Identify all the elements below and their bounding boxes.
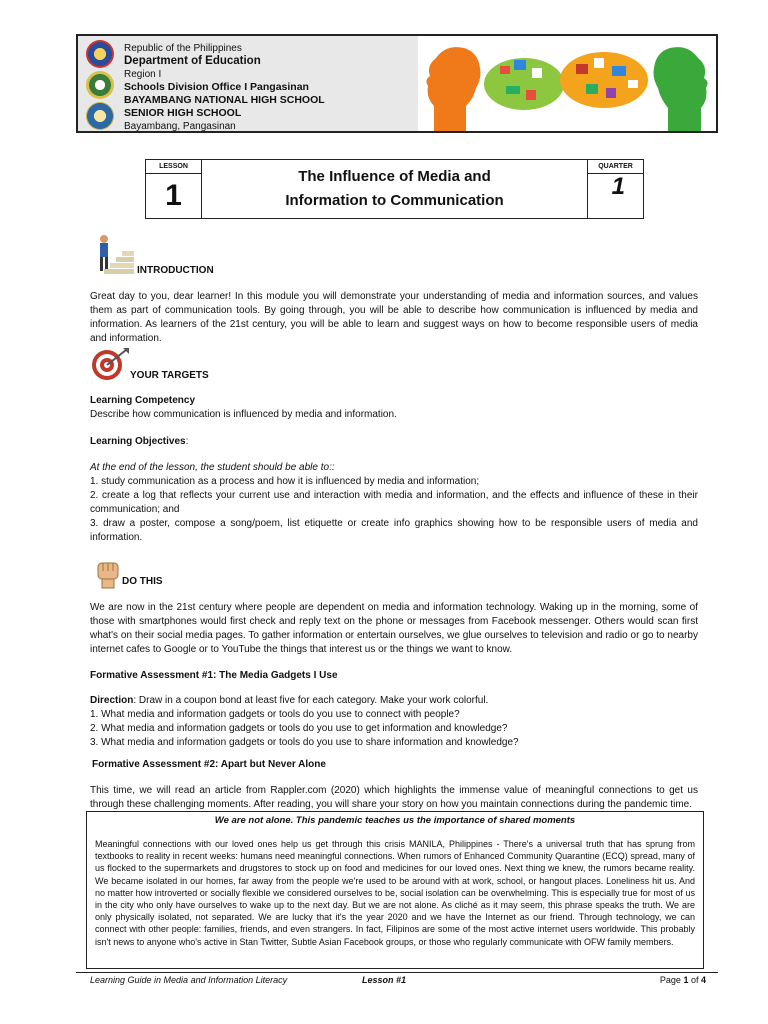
quarter-label: QUARTER — [588, 160, 643, 174]
fa1-item: 1. What media and information gadgets or tools do you use to connect with people? — [90, 709, 460, 720]
footer-page — [660, 975, 706, 985]
objective-item: 2. create a log that reflects your current use and interaction with media and information, and the effects and influence of these in their communication; and — [90, 490, 698, 515]
fa1-heading-rest: : The Media Gadgets I Use — [213, 670, 338, 681]
communication-heads-icon — [416, 36, 716, 131]
header-banner — [76, 34, 718, 133]
fa1-item: 2. What media and information gadgets or tools do you use to get information and knowledge? — [90, 723, 508, 734]
header-shs: SENIOR HIGH SCHOOL — [124, 107, 242, 119]
footer-page-prefix: Page — [659, 975, 684, 985]
footer-lesson: Lesson #1 — [362, 975, 407, 985]
article-title: We are not alone. This pandemic teaches us the importance of shared moments — [214, 815, 576, 826]
school-seal-icon — [86, 71, 114, 99]
deped-seal-icon — [86, 40, 114, 68]
header-department: Department of Education — [124, 55, 261, 67]
lesson-number-cell — [146, 160, 202, 218]
target-icon — [90, 347, 130, 381]
direction-text: : Draw in a coupon bond at least five for each category. Make your work colorful. — [133, 695, 489, 706]
do-this-heading: DO THIS — [122, 576, 163, 587]
objectives-colon: : — [185, 436, 189, 447]
article-box — [86, 811, 704, 969]
header-republic: Republic of the Philippines — [124, 43, 242, 54]
lesson-box — [145, 159, 644, 219]
lesson-title-line1: The Influence of Media and — [298, 168, 491, 185]
page-footer — [76, 972, 718, 988]
objective-item: 3. draw a poster, compose a song/poem, list etiquette or create info graphics showing how to be responsible users of media and information. — [90, 518, 698, 543]
introduction-heading: INTRODUCTION — [137, 265, 214, 276]
competency-heading: Learning Competency — [90, 395, 196, 406]
lesson-label: LESSON — [146, 160, 201, 174]
targets-heading: YOUR TARGETS — [130, 370, 209, 381]
header-region: Region I — [124, 69, 162, 80]
fa1-heading: Formative Assessment #1 — [90, 670, 214, 681]
footer-page-total: 4 — [700, 975, 706, 985]
seals — [86, 40, 118, 133]
objectives-intro: At the end of the lesson, the student should be able to:: — [90, 462, 335, 473]
learning-objectives-heading-row — [90, 435, 698, 449]
fist-icon — [94, 557, 122, 589]
fa1-heading-row — [90, 669, 698, 683]
footer-page-num: 1 — [683, 975, 689, 985]
footer-guide-title: Learning Guide in Media and Information Literacy — [90, 975, 288, 985]
competency-text: Describe how communication is influenced by media and information. — [90, 409, 397, 420]
header-division: Schools Division Office I Pangasinan — [124, 81, 309, 93]
header-text-panel — [78, 36, 418, 131]
article-body: Meaningful connections with our loved ones help us get through this crisis MANILA, Philippines - There's a universal truth that has sprung from textbooks to reality in recent weeks: humans need meaningful connections. When rumors of Enhanced Community Quarantine (ECQ) spread, many of us flocked to the supermarkets and drugstores to stock up on food and medicines for our loved ones. Next thing we knew, the rumors became reality. We became isolated in our homes, far away from the people we're used to be around with at work, school, or hangout places. Loneliness hit us. And no matter how introverted or socially flexible we considered ourselves to be, social isolation can be overwhelming. This is especially true for most of us in the city who only have ourselves to wake up to the next day. But we are not alone. As cliché as it may seem, this phrase speaks the truth. We are only physically isolated, not separated. We are lucky that it's the year 2020 and we have the Internet as our friend. Through technology, we can connect with other people: families, friends, and even strangers. In fact, Filipinos are some of the most active internet users worldwide. This probably isn't news to anyone who's active in Stan Twitter, Subtle Asian Facebook groups, or those who regularly communicate with OFW family members. — [95, 839, 695, 947]
direction-label: Direction — [90, 695, 134, 706]
header-text — [124, 42, 325, 133]
fa1-body — [90, 694, 698, 750]
lesson-number: 1 — [165, 179, 182, 212]
quarter-number: 1 — [611, 173, 625, 200]
do-this-text: We are now in the 21st century where people are dependent on media and information technology. Waking up in the morning, some of those with smartphones would first check and reply text on the phone or messages from Facebook messenger. Others would scan first what's on their social media pages. To gather information or entertain ourselves, we glue ourselves to television and radio or go to nearby internet cafes to Google or to YouTube the things that interest us or the things we want to know. — [90, 602, 698, 655]
quarter-cell — [587, 160, 643, 218]
fa2-heading: Formative Assessment #2: Apart but Never Alone — [92, 759, 326, 770]
fa2-text: This time, we will read an article from Rappler.com (2020) which highlights the immense value of meaningful connections to get us through these challenging moments. After reading, you will share your story on how you maintain connections during the pandemic time. — [90, 785, 698, 810]
division-seal-icon — [86, 102, 114, 130]
fa1-item: 3. What media and information gadgets or tools do you use to share information and knowledge? — [90, 737, 519, 748]
footer-page-of: of — [688, 975, 701, 985]
objectives-heading: Learning Objectives — [90, 436, 186, 447]
stairs-climber-icon — [92, 233, 134, 275]
objective-item: 1. study communication as a process and how it is influenced by media and information; — [90, 476, 480, 487]
header-school: BAYAMBANG NATIONAL HIGH SCHOOL — [124, 94, 325, 106]
header-location: Bayambang, Pangasinan — [124, 121, 236, 132]
lesson-title — [202, 160, 587, 218]
learning-objectives — [90, 461, 698, 545]
introduction-text: Great day to you, dear learner! In this module you will demonstrate your understanding of media and information sources, and values them as part of communication tools. By going through, you will be able to describe how communication is influenced by media and information. As learners of the 21st century, you will be able to learn and suggest ways on how to become responsible users of media and information. — [90, 291, 698, 344]
learning-competency — [90, 394, 698, 422]
lesson-title-line2: Information to Communication — [285, 192, 504, 209]
